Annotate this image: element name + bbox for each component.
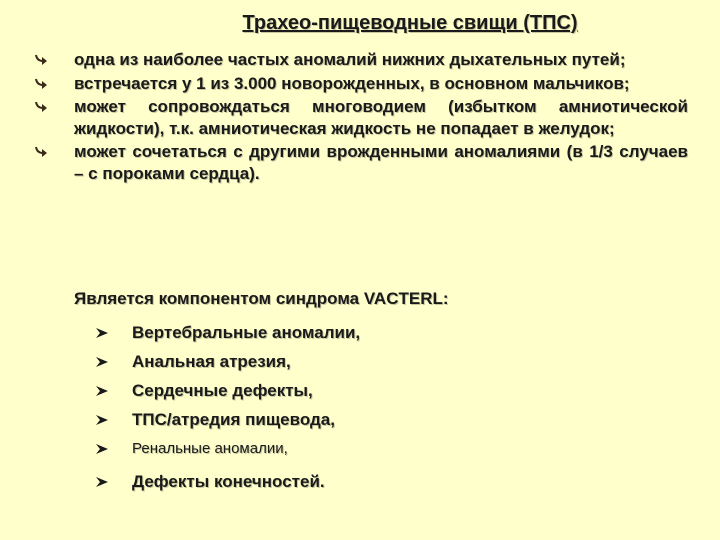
bullet-item bbox=[34, 73, 688, 95]
component-item bbox=[94, 376, 360, 405]
arrowhead-bullet-icon bbox=[95, 443, 109, 455]
component-item bbox=[94, 347, 360, 376]
bullet-text: встречается у 1 из 3.000 новорожденных, в основном мальчиков; bbox=[74, 73, 630, 93]
bullet-text: одна из наиболее частых аномалий нижних дыхательных путей; bbox=[74, 50, 626, 69]
component-text: Ренальные аномалии, bbox=[132, 440, 288, 457]
component-item bbox=[94, 434, 360, 463]
component-item bbox=[94, 318, 360, 347]
component-text: Сердечные дефекты, bbox=[132, 381, 313, 400]
component-item bbox=[94, 467, 360, 496]
component-item bbox=[94, 405, 360, 434]
slide-title: Трахео-пищеводные свищи (ТПС) bbox=[242, 12, 578, 34]
bullet-item bbox=[34, 49, 688, 71]
arrowhead-bullet-icon bbox=[95, 327, 109, 339]
curved-arrow-bullet-icon bbox=[34, 53, 48, 67]
bullet-item bbox=[34, 141, 688, 184]
curved-arrow-bullet-icon bbox=[34, 100, 48, 114]
components-list bbox=[94, 318, 360, 496]
arrowhead-bullet-icon bbox=[95, 476, 109, 488]
component-text: Вертебральные аномалии, bbox=[132, 323, 361, 342]
bullet-text: может сопровождаться многоводием (избытком амниотической жидкости), т.к. амниотическая жидкость не попадает в желудок; bbox=[74, 97, 688, 138]
component-text: Дефекты конечностей. bbox=[132, 472, 325, 491]
vacterl-intro: Является компонентом синдрома VACTERL: bbox=[74, 289, 449, 308]
bullet-text: может сочетаться с другими врожденными аномалиями (в 1/3 случаев – с пороками сердца). bbox=[74, 142, 688, 183]
curved-arrow-bullet-icon bbox=[34, 77, 48, 91]
bullet-list bbox=[34, 49, 688, 186]
curved-arrow-bullet-icon bbox=[34, 145, 48, 159]
component-text: ТПС/атредия пищевода, bbox=[132, 410, 335, 429]
bullet-item bbox=[34, 96, 688, 139]
arrowhead-bullet-icon bbox=[95, 356, 109, 368]
arrowhead-bullet-icon bbox=[95, 414, 109, 426]
arrowhead-bullet-icon bbox=[95, 385, 109, 397]
component-text: Анальная атрезия, bbox=[132, 352, 291, 371]
